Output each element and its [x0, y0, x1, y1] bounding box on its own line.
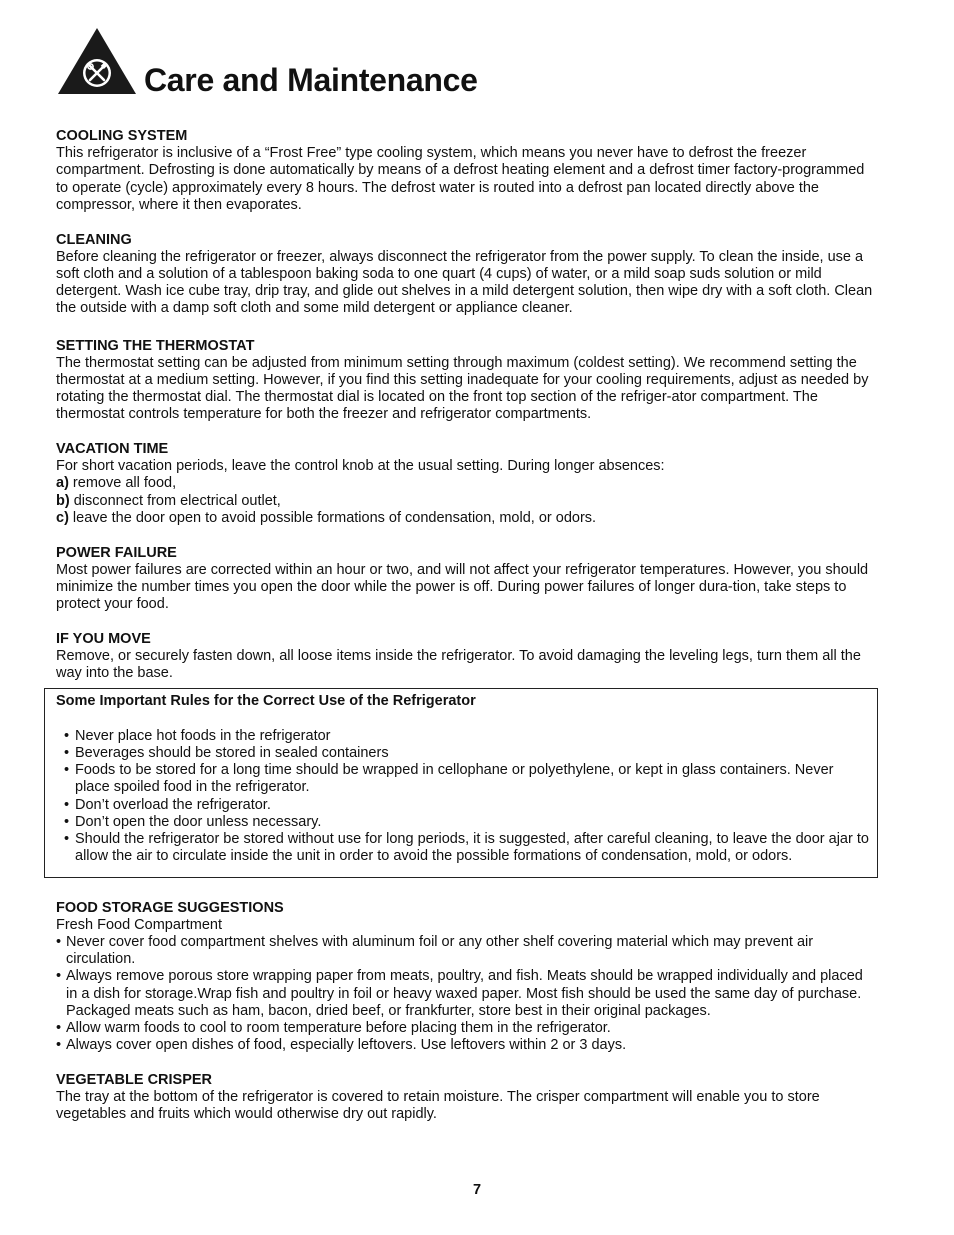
section-body: For short vacation periods, leave the control knob at the usual setting. During longer absences:: [56, 458, 665, 475]
list-item: • Never place hot foods in the refrigerator: [64, 728, 871, 745]
section-body: The tray at the bottom of the refrigerator is covered to retain moisture. The crisper compartment will enable you to store vegetables and fruits which would otherwise dry out rapidly.: [56, 1089, 820, 1123]
section-body: Before cleaning the refrigerator or freezer, always disconnect the refrigerator from the power supply. To clean the inside, use a soft cloth and a solution of a tablespoon baking soda to one quart (4 cups) of water, or a mild soap suds solution or mild detergent. Wash ice cube tray, drip tray, and glide out shelves in a mild detergent solution, then wipe dry with a soft cloth. Clean the outside with a damp soft cloth and some mild detergent or appliance cleaner.: [56, 248, 873, 317]
list-item: • Don’t overload the refrigerator.: [64, 797, 871, 814]
section-thermostat: [56, 338, 878, 424]
tools-warning-icon: [56, 26, 138, 96]
step-letter: a): [56, 475, 69, 492]
section-heading: VACATION TIME: [56, 441, 169, 458]
list-item: • Foods to be stored for a long time should be wrapped in cellophane or polyethylene, or kept in glass containers. Never place spoiled food in the refrigerator.: [64, 762, 871, 796]
section-heading: VEGETABLE CRISPER: [56, 1071, 213, 1088]
list-item: • Beverages should be stored in sealed containers: [64, 745, 871, 762]
vacation-step-c: [56, 510, 878, 527]
section-vegetable-crisper: [56, 1072, 878, 1124]
section-body: The thermostat setting can be adjusted from minimum setting through maximum (coldest setting). We recommend setting the thermostat at a medium setting. However, if you find this setting inadequate for your cooling requirements, adjust as needed by rotating the thermostat dial. The thermostat dial is located on the front top section of the refriger-ator compartment. The thermostat controls temperature for both the freezer and refrigerator compartments.: [56, 354, 869, 423]
list-item: • Always remove porous store wrapping paper from meats, poultry, and fish. Meats should be wrapped individually and placed in a dish for storage.Wrap fish and poultry in foil or heavy waxed paper. Most fish should be used the same day of purchase. Packaged meats such as ham, bacon, dried beef, or frankfurter, store best in their original packages.: [56, 968, 878, 1020]
section-body: Remove, or securely fasten down, all loose items inside the refrigerator. To avoid damaging the leveling legs, turn them all the way into the base.: [56, 648, 861, 682]
page-content: [56, 128, 878, 1141]
list-item: • Never cover food compartment shelves with aluminum foil or any other shelf covering material which may prevent air circulation.: [56, 934, 878, 968]
section-body: Most power failures are corrected within an hour or two, and will not affect your refrigerator temperatures. However, you should minimize the number times you open the door while the power is off. During power failures of longer dura-tion, take steps to protect your food.: [56, 561, 869, 613]
section-power-failure: [56, 545, 878, 614]
list-item: • Should the refrigerator be stored without use for long periods, it is suggested, after careful cleaning, to leave the door ajar to allow the air to circulate inside the unit in order to avoid the possible formations of condensation, mold, or odors.: [64, 831, 871, 865]
page-number: 7: [472, 1182, 482, 1198]
section-heading: COOLING SYSTEM: [56, 128, 188, 144]
section-cooling-system: [56, 128, 878, 214]
page-header: [56, 26, 916, 98]
important-rules-box: [44, 688, 878, 877]
list-item: • Allow warm foods to cool to room temperature before placing them in the refrigerator.: [56, 1020, 878, 1037]
list-item: • Always cover open dishes of food, especially leftovers. Use leftovers within 2 or 3 days.: [56, 1037, 878, 1054]
section-if-you-move: [56, 631, 878, 683]
step-text: remove all food,: [68, 475, 177, 492]
step-text: leave the door open to avoid possible formations of condensation, mold, or odors.: [68, 509, 597, 526]
step-letter: b): [56, 492, 70, 509]
list-item: • Don’t open the door unless necessary.: [64, 814, 871, 831]
rules-heading: Some Important Rules for the Correct Use of the Refrigerator: [56, 693, 476, 710]
section-heading: CLEANING: [56, 231, 132, 248]
step-text: disconnect from electrical outlet,: [69, 492, 281, 509]
food-list: [56, 934, 878, 1054]
page-title: Care and Maintenance: [144, 62, 478, 98]
section-heading: FOOD STORAGE SUGGESTIONS: [56, 899, 284, 916]
step-letter: c): [56, 509, 69, 526]
section-subheading: Fresh Food Compartment: [56, 916, 223, 933]
section-cleaning: [56, 232, 878, 318]
vacation-step-b: [56, 493, 878, 510]
section-food-storage: [56, 900, 878, 1055]
section-heading: POWER FAILURE: [56, 544, 177, 561]
section-body: This refrigerator is inclusive of a “Frost Free” type cooling system, which means you never have to defrost the freezer compartment. Defrosting is done automatically by means of a defrost heating element and a defrost timer factory-programmed to operate (cycle) approximately every 8 hours. The defrost water is routed into a defrost pan located directly above the compressor, where it then evaporates.: [56, 145, 865, 213]
section-vacation-time: [56, 441, 878, 527]
section-heading: SETTING THE THERMOSTAT: [56, 337, 255, 354]
section-heading: IF YOU MOVE: [56, 630, 151, 647]
vacation-step-a: [56, 475, 878, 492]
rules-list: [56, 728, 871, 866]
